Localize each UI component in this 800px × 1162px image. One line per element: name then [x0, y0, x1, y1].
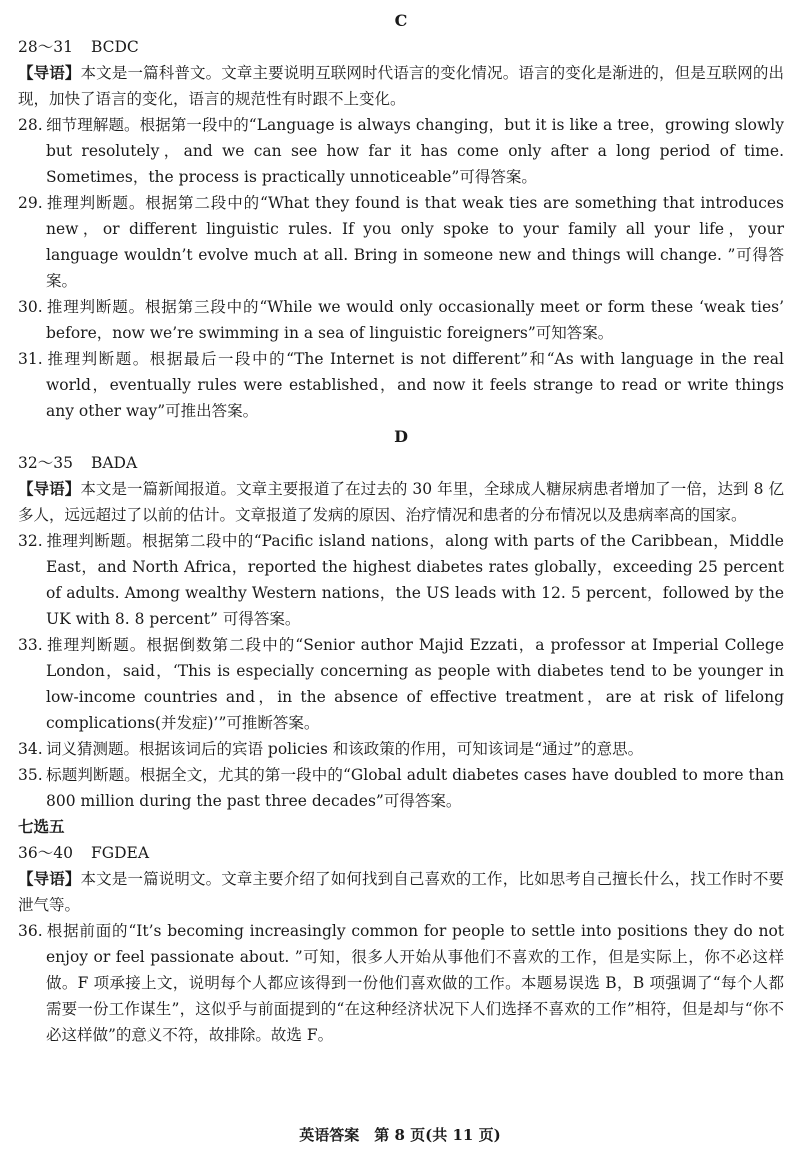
item-number: 34.	[18, 740, 43, 758]
item-number: 35.	[18, 766, 43, 784]
item-text: 推理判断题。根据第三段中的“While we would only occasionally meet or form these ‘weak ties’ before，now we’re swimming in a sea of linguistic foreigners”可知答案。	[46, 298, 784, 342]
item-text: 根据前面的“It’s becoming increasingly common for people to settle into positions they do not enjoy or feel passionate about. ”可知，很多人开始从事他们不喜欢的工作，但是实际上，你不必这样做。F 项承接上文，说明每个人都应该得到一份他们喜欢做的工作。本题易误选 B，B 项强调了“每个人都需要一份工作谋生”，这似乎与前面提到的“在这种经济状况下人们选择不喜欢的工作”相符，但是却与“你不必这样做”的意义不符，故排除。故选 F。	[46, 922, 784, 1044]
item-number: 30.	[18, 298, 43, 316]
section-seven-answer-line	[18, 840, 784, 866]
explanation-item	[18, 112, 784, 190]
guide-tag: 【导语】	[18, 869, 81, 888]
item-text: 推理判断题。根据第二段中的“What they found is that weak ties are something that introduces new，or different linguistic rules. If you only spoke to your family all your life，your language wouldn’t evolve much at all. Bring in someone new and things will change. ”可得答案。	[46, 194, 784, 290]
section-d-guide	[18, 476, 784, 528]
guide-tag: 【导语】	[18, 63, 81, 82]
explanation-item	[18, 736, 784, 762]
guide-tag: 【导语】	[18, 479, 81, 498]
section-c-guide	[18, 60, 784, 112]
page-footer: 英语答案 第 8 页(共 11 页)	[299, 1126, 501, 1144]
section-d-heading: D	[394, 427, 408, 446]
section-seven-range: 36～40	[18, 844, 73, 862]
item-number: 33.	[18, 636, 43, 654]
explanation-item	[18, 632, 784, 736]
section-seven-guide	[18, 866, 784, 918]
section-seven-title: 七选五	[18, 817, 65, 836]
section-d-answers: BADA	[90, 454, 138, 472]
item-text: 细节理解题。根据第一段中的“Language is always changing，but it is like a tree，growing slowly but resolutely，and we can see how far it has come only after a long period of time. Sometimes，the process is practically unnoticeable”可得答案。	[46, 116, 784, 186]
guide-text: 本文是一篇新闻报道。文章主要报道了在过去的 30 年里，全球成人糖尿病患者增加了一倍，达到 8 亿多人，远远超过了以前的估计。文章报道了发病的原因、治疗情况和患者的分布情况以及患病率高的国家。	[18, 480, 784, 524]
section-d-answer-line	[18, 450, 784, 476]
item-number: 32.	[18, 532, 43, 550]
section-c-range: 28～31	[18, 38, 73, 56]
item-number: 28.	[18, 116, 43, 134]
section-c-answers: BCDC	[90, 38, 139, 56]
explanation-item	[18, 918, 784, 1048]
item-text: 标题判断题。根据全文，尤其的第一段中的“Global adult diabetes cases have doubled to more than 800 million during the past three decades”可得答案。	[46, 766, 784, 810]
guide-text: 本文是一篇科普文。文章主要说明互联网时代语言的变化情况。语言的变化是渐进的，但是互联网的出现，加快了语言的变化，语言的规范性有时跟不上变化。	[18, 64, 784, 108]
item-number: 29.	[18, 194, 43, 212]
section-c-heading: C	[394, 11, 408, 30]
explanation-item	[18, 528, 784, 632]
item-number: 36.	[18, 922, 43, 940]
item-text: 推理判断题。根据第二段中的“Pacific island nations，along with parts of the Caribbean，Middle East，and North Africa，reported the highest diabetes rates globally，exceeding 25 percent of adults. Among wealthy Western nations，the US leads with 12. 5 percent，followed by the UK with 8. 8 percent” 可得答案。	[46, 532, 784, 628]
explanation-item	[18, 190, 784, 294]
section-c-answer-line	[18, 34, 784, 60]
item-number: 31.	[18, 350, 43, 368]
explanation-item	[18, 294, 784, 346]
item-text: 推理判断题。根据最后一段中的“The Internet is not different”和“As with language in the real world，eventually rules were established，and now it feels strange to read or write things any other way”可推出答案。	[46, 350, 784, 420]
explanation-item	[18, 762, 784, 814]
explanation-item	[18, 346, 784, 424]
item-text: 推理判断题。根据倒数第二段中的“Senior author Majid Ezzati，a professor at Imperial College London，said，‘This is especially concerning as people with diabetes tend to be younger in low-income countries and，in the absence of effective treatment，are at risk of lifelong complications(并发症)’”可推断答案。	[46, 636, 784, 732]
guide-text: 本文是一篇说明文。文章主要介绍了如何找到自己喜欢的工作，比如思考自己擅长什么，找工作时不要泄气等。	[18, 870, 784, 914]
section-d-range: 32～35	[18, 454, 73, 472]
item-text: 词义猜测题。根据该词后的宾语 policies 和该政策的作用，可知该词是“通过”的意思。	[46, 740, 644, 758]
section-seven-answers: FGDEA	[90, 844, 150, 862]
answer-page	[18, 8, 784, 1048]
